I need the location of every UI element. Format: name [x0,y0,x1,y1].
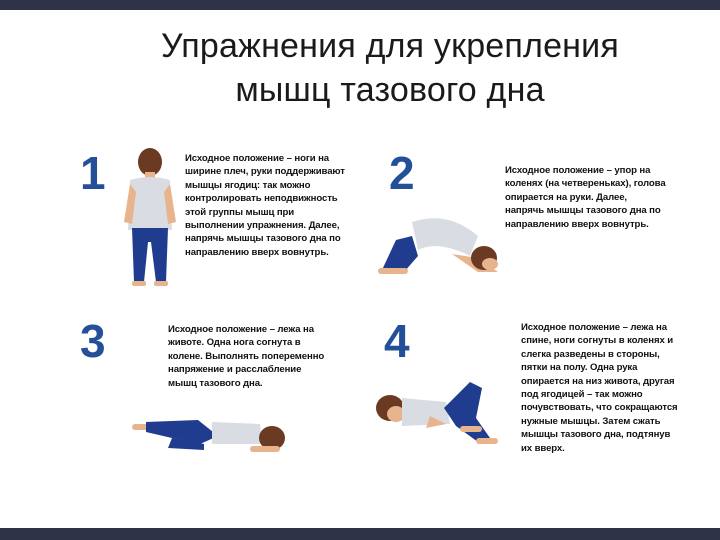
title-line-2: мышц тазового дна [235,71,545,109]
exercise-3-description: Исходное положение – лежа на животе. Одна нога согнута в колене. Выполнять попеременно напряжение и расслабление мышц тазового дна. [168,324,325,389]
top-bar [0,0,720,10]
bottom-bar [0,528,720,540]
exercise-2-figure [378,206,508,281]
exercise-1-number: 1 [80,147,106,199]
exercise-1-description: Исходное положение – ноги на ширине плеч, руки поддерживают мышцы ягодиц: так можно контролировать неподвижность этой группы мышц при выполнении упражнения. Далее, напрячь мышцы тазового дна по направлению вверх вовнутрь. [185,153,345,258]
exercise-2-description: Исходное положение – упор на коленях (на четвереньках), голова опирается на руки. Далее, напрячь мышцы тазового дна по направлению вверх вовнутрь. [505,165,666,230]
exercise-4-figure [372,378,512,448]
exercise-4-description: Исходное положение – лежа на спине, ноги согнуты в коленях и слегка разведены в стороны, пятки на полу. Одна рука опирается на низ живота, другая под ягодицей – так можно почувствовать, что сокращаются нужные мышцы. Затем сжать мышцы тазового дна, подтянув их вверх. [521,322,678,454]
exercise-4-number: 4 [384,315,410,367]
exercise-3-figure [132,408,292,456]
exercise-3-number: 3 [80,315,106,367]
exercise-2-number: 2 [389,147,415,199]
page-title [90,24,690,112]
exercise-1-figure [118,142,182,287]
title-line-1: Упражнения для укрепления [161,27,619,65]
